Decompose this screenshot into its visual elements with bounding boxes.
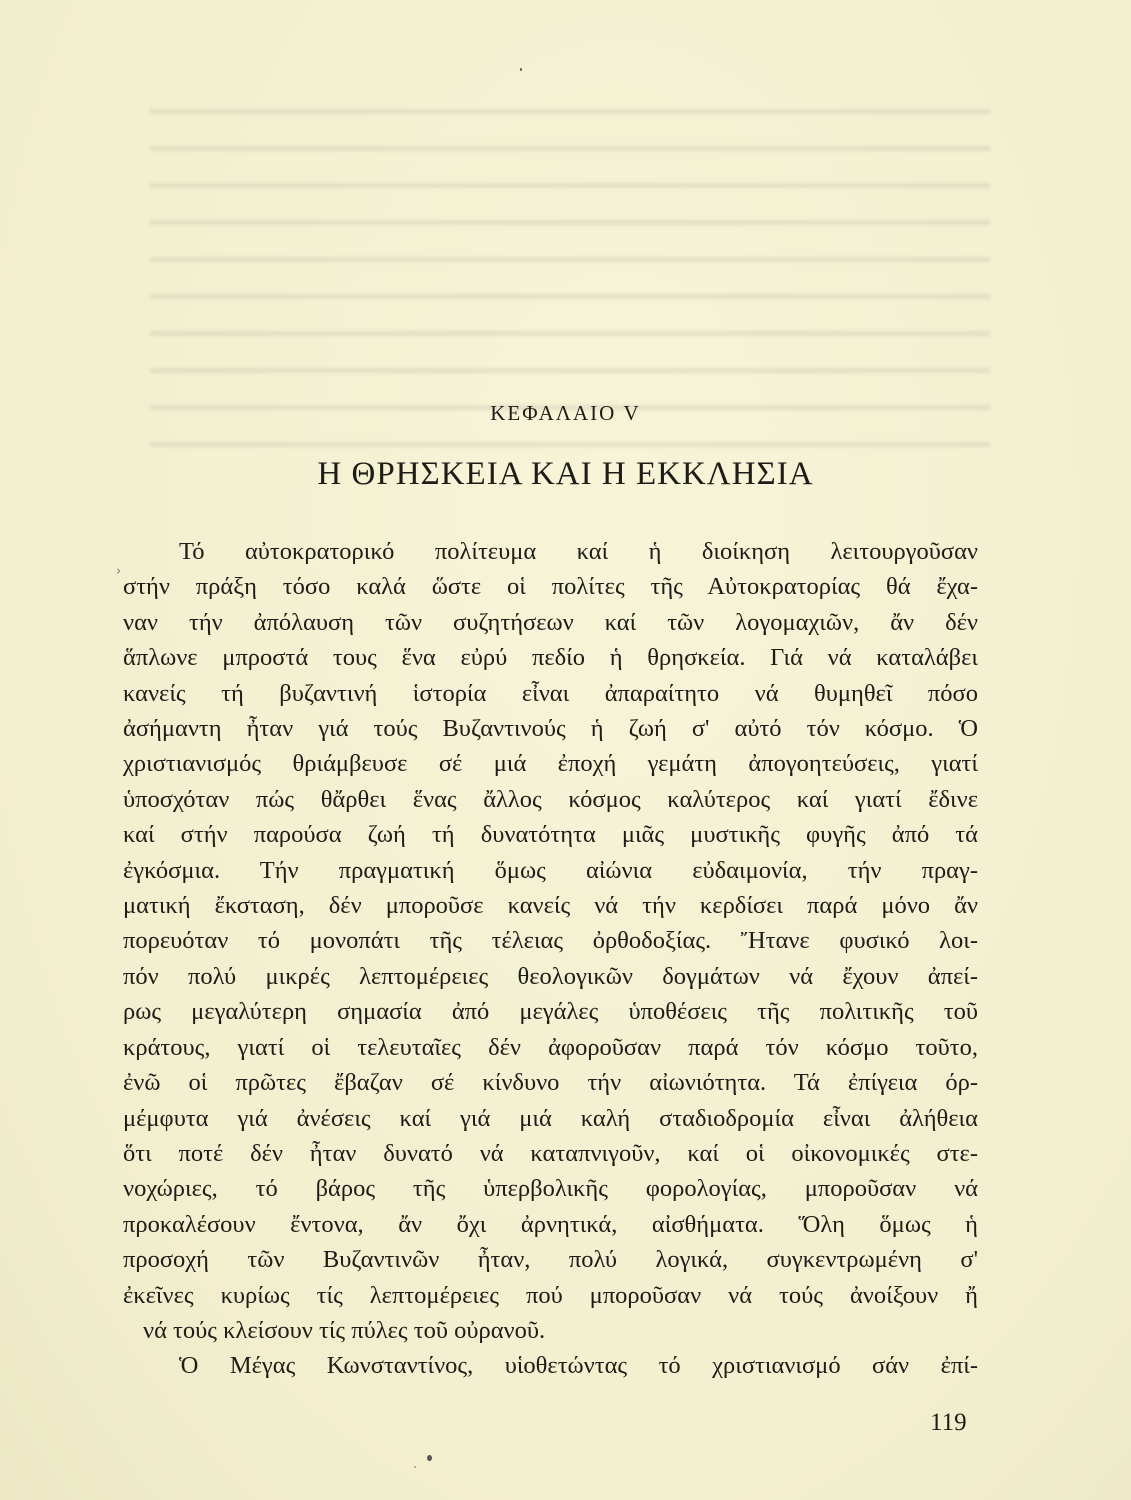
margin-mark: › [116,564,122,579]
text-line: καί στήν παρούσα ζωή τή δυνατότητα μιᾶς μυστικῆς φυγῆς ἀπό τά [123,821,978,849]
text-line: πορευόταν τό μονοπάτι τῆς τέλειας ὀρθοδοξίας. Ἤτανε φυσικό λοι- [123,927,978,955]
chapter-label: ΚΕΦΑΛΑΙΟ V [490,401,641,425]
speck [414,1466,416,1468]
chapter-title: Η ΘΡΗΣΚΕΙΑ ΚΑΙ Η ΕΚΚΛΗΣΙΑ [317,456,814,492]
text-line: νά τούς κλείσουν τίς πύλες τοῦ οὐρανοῦ. [143,1316,546,1344]
text-line: νοχώριες, τό βάρος τῆς ὑπερβολικῆς φορολογίας, μποροῦσαν νά [123,1175,978,1203]
text-line: ὑποσχόταν πώς θἄρθει ἕνας ἄλλος κόσμος καλύτερος καί γιατί ἔδινε [123,785,978,813]
text-line: προκαλέσουν ἔντονα, ἄν ὄχι ἀρνητικά, αἰσθήματα. Ὅλη ὅμως ἡ [123,1210,978,1238]
text-line: ἐγκόσμια. Τήν πραγματική ὅμως αἰώνια εὐδαιμονία, τήν πραγ- [123,856,978,884]
text-line: Ὁ Μέγας Κωνσταντίνος, υἱοθετώντας τό χριστιανισμό σάν ἐπί- [179,1352,978,1380]
text-line: προσοχή τῶν Βυζαντινῶν ἦταν, πολύ λογικά, συγκεντρωμένη σ' [123,1246,978,1274]
text-line: ματική ἔκσταση, δέν μποροῦσε κανείς νά τήν κερδίσει παρά μόνο ἄν [123,892,978,920]
text-line: ἀσήμαντη ἦταν γιά τούς Βυζαντινούς ἡ ζωή σ' αὐτό τόν κόσμο. Ὁ [123,715,978,743]
text-line: ρως μεγαλύτερη σημασία ἀπό μεγάλες ὑποθέσεις τῆς πολιτικῆς τοῦ [123,998,978,1026]
text-line: πόν πολύ μικρές λεπτομέρειες θεολογικῶν δογμάτων νά ἔχουν ἀπεί- [123,962,978,990]
text-line: κανείς τή βυζαντινή ἱστορία εἶναι ἀπαραίτητο νά θυμηθεῖ πόσο [123,679,978,707]
speck [427,1455,432,1461]
text-line: ὅτι ποτέ δέν ἦταν δυνατό νά καταπνιγοῦν, καί οἱ οἰκονομικές στε- [123,1139,978,1167]
text-line: ἅπλωνε μπροστά τους ἕνα εὐρύ πεδίο ἡ θρησκεία. Γιά νά καταλάβει [123,644,978,672]
text-line: Τό αὐτοκρατορικό πολίτευμα καί ἡ διοίκηση λειτουργοῦσαν [179,538,978,565]
text-line: χριστιανισμός θριάμβευσε σέ μιά ἐποχή γεμάτη ἀπογοητεύσεις, γιατί [123,750,978,778]
text-line: ἐκεῖνες κυρίως τίς λεπτομέρειες πού μποροῦσαν νά τούς ἀνοίξουν ἤ [123,1281,978,1309]
text-line: στήν πράξη τόσο καλά ὥστε οἱ πολίτες τῆς Αὐτοκρατορίας θά ἔχα- [123,573,978,601]
text-line: μέμφυτα γιά ἀνέσεις καί γιά μιά καλή σταδιοδρομία εἶναι ἀλήθεια [123,1104,978,1132]
body-text [123,534,978,1384]
text-line: ναν τήν ἀπόλαυση τῶν συζητήσεων καί τῶν λογομαχιῶν, ἄν δέν [123,608,978,636]
page-number: 119 [930,1409,967,1436]
text-line: κράτους, γιατί οἱ τελευταῖες δέν ἀφοροῦσαν παρά τόν κόσμο τοῦτο, [123,1033,978,1061]
text-line: ἐνῶ οἱ πρῶτες ἔβαζαν σέ κίνδυνο τήν αἰωνιότητα. Τά ἐπίγεια όρ- [123,1069,978,1097]
speck [520,68,522,71]
